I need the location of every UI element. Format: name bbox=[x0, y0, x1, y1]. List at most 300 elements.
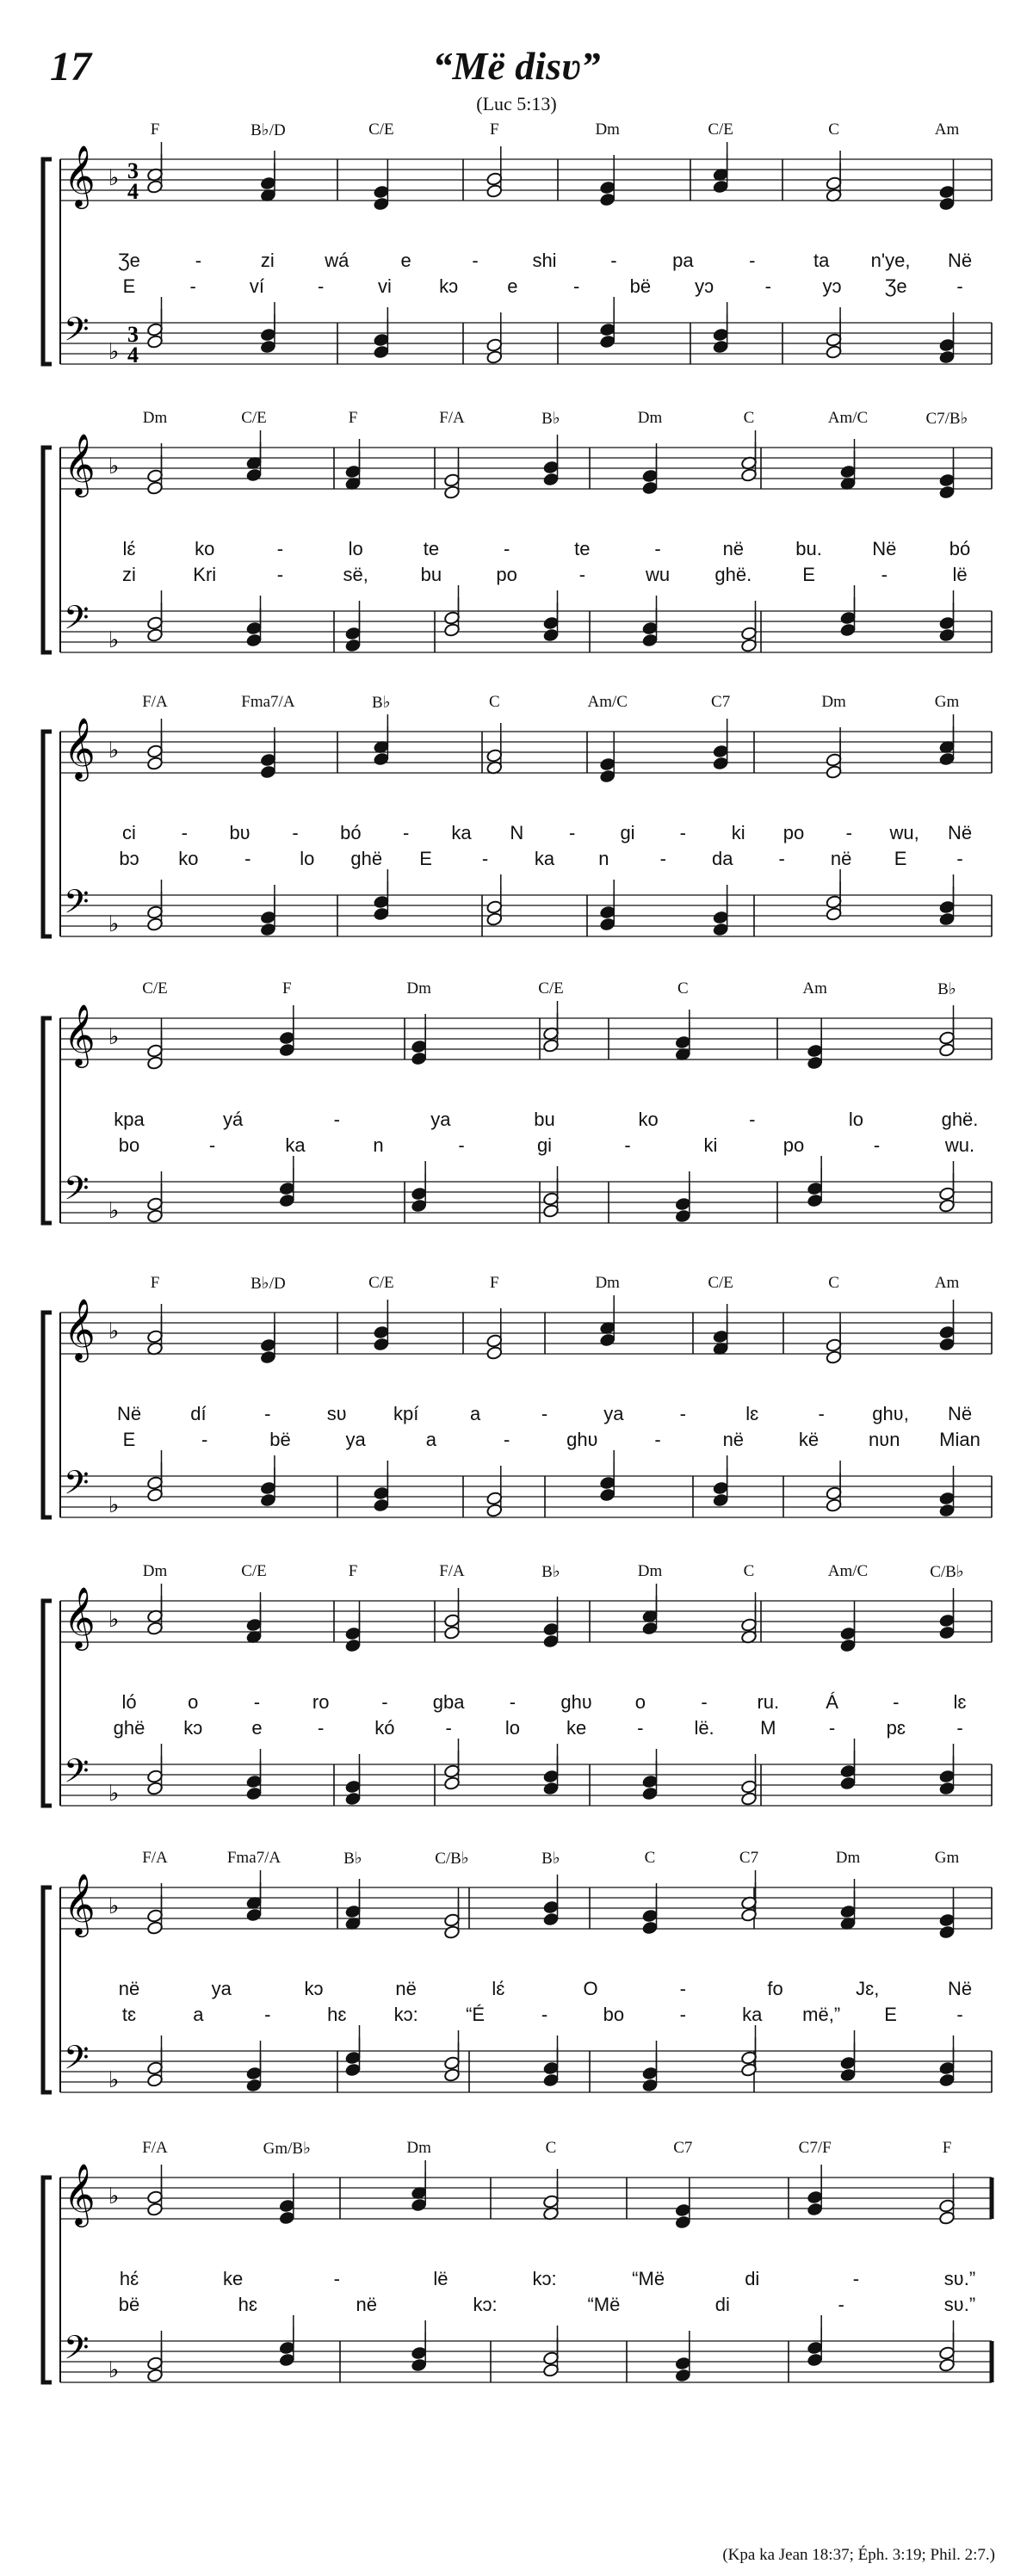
lyric-verse-2: - bbox=[189, 275, 196, 297]
treble-note bbox=[542, 2169, 559, 2208]
chord-symbol: B♭/D bbox=[251, 1275, 286, 1293]
treble-note bbox=[938, 714, 955, 754]
lyric-verse-1: sʋ.” bbox=[943, 2268, 976, 2289]
key-flat-icon: ♭ bbox=[108, 1607, 120, 1633]
treble-note bbox=[443, 1588, 460, 1628]
lyric-verse-2: - bbox=[201, 1429, 208, 1450]
lyric-verse-2: ghë bbox=[350, 848, 383, 869]
lyric-verse-1: O bbox=[583, 1978, 598, 1999]
treble-staff bbox=[60, 1313, 992, 1354]
lyric-verse-1: - bbox=[654, 538, 661, 559]
lyric-verse-1: ta bbox=[813, 250, 830, 271]
bass-note bbox=[826, 1461, 842, 1500]
lyric-verse-2: - bbox=[572, 275, 580, 297]
treble-staff bbox=[60, 1018, 992, 1059]
lyric-verse-2: - bbox=[828, 1717, 836, 1739]
treble-clef-icon: 𝄞 bbox=[64, 2162, 96, 2225]
treble-note bbox=[599, 155, 615, 195]
key-flat-icon: ♭ bbox=[108, 1492, 120, 1518]
treble-note bbox=[146, 719, 163, 758]
lyric-verse-1: lo bbox=[848, 1109, 863, 1130]
bass-note bbox=[807, 1156, 823, 1195]
bass-note bbox=[807, 2315, 823, 2355]
system-bracket bbox=[43, 159, 52, 364]
lyric-verse-2: ghë bbox=[113, 1717, 145, 1739]
bass-note bbox=[486, 874, 503, 914]
chord-symbol: C7/B♭ bbox=[925, 410, 968, 428]
key-flat-icon: ♭ bbox=[108, 2067, 120, 2093]
hymn-header bbox=[0, 0, 1033, 120]
lyric-verse-1: sʋ bbox=[326, 1403, 347, 1424]
lyric-verse-2: ghʋ bbox=[566, 1429, 598, 1450]
bass-note bbox=[740, 2025, 757, 2065]
chord-symbol: F/A bbox=[439, 1562, 465, 1580]
treble-note bbox=[807, 1018, 823, 1058]
bass-note bbox=[826, 307, 842, 347]
bass-note bbox=[344, 1754, 361, 1794]
lyric-verse-2: - bbox=[764, 275, 771, 297]
lyric-verse-1: kpa bbox=[114, 1109, 145, 1130]
lyric-verse-1: po bbox=[782, 822, 805, 843]
treble-note bbox=[542, 435, 559, 474]
system-bracket bbox=[43, 1018, 52, 1223]
key-flat-icon: ♭ bbox=[108, 1198, 120, 1224]
bass-note bbox=[443, 2030, 460, 2070]
key-flat-icon: ♭ bbox=[108, 911, 120, 937]
bass-note bbox=[279, 2315, 295, 2355]
bass-note bbox=[839, 2030, 856, 2070]
lyric-verse-1: Në bbox=[116, 1403, 142, 1424]
chord-symbol: Dm bbox=[595, 1274, 620, 1292]
lyric-verse-1: - bbox=[679, 822, 686, 843]
chord-symbol: C/B♭ bbox=[930, 1563, 964, 1581]
lyric-verse-1: wá bbox=[325, 250, 349, 271]
lyric-verse-2: kɔ: bbox=[473, 2294, 498, 2315]
time-signature-numerator: 3 bbox=[127, 158, 139, 183]
key-flat-icon: ♭ bbox=[108, 2357, 120, 2383]
treble-note bbox=[938, 1005, 955, 1045]
treble-note bbox=[839, 1879, 856, 1918]
treble-note bbox=[486, 146, 503, 186]
bass-note bbox=[373, 1461, 389, 1500]
lyric-verse-2: n bbox=[373, 1134, 384, 1156]
chord-symbol: C bbox=[644, 1849, 656, 1867]
chord-symbol: Dm bbox=[142, 409, 168, 427]
lyric-verse-1: yá bbox=[223, 1109, 244, 1130]
lyric-verse-2: lo bbox=[504, 1717, 520, 1739]
chord-symbol: C/E bbox=[368, 120, 394, 139]
chord-symbol: Am/C bbox=[827, 409, 869, 427]
lyric-verse-2: në bbox=[356, 2294, 377, 2315]
lyric-verse-1: pa bbox=[672, 250, 694, 271]
treble-note bbox=[839, 1601, 856, 1640]
bass-note bbox=[641, 596, 658, 635]
chord-symbol: C/E bbox=[538, 979, 564, 998]
lyric-verse-1: ghʋ, bbox=[872, 1403, 909, 1424]
lyric-verse-1: - bbox=[381, 1691, 388, 1713]
lyric-verse-2: - bbox=[244, 848, 251, 869]
chord-symbol: F/A bbox=[142, 693, 168, 711]
lyric-verse-2: - bbox=[276, 564, 284, 585]
treble-note bbox=[245, 430, 262, 470]
lyric-verse-2: së, bbox=[343, 564, 368, 585]
lyric-verse-2: bɔ bbox=[119, 848, 139, 869]
lyric-verse-1: “Më bbox=[632, 2268, 665, 2289]
treble-note bbox=[260, 727, 276, 767]
treble-note bbox=[938, 1300, 955, 1339]
lyric-verse-2: pɛ bbox=[886, 1717, 906, 1739]
music-system bbox=[0, 2139, 1033, 2517]
lyric-verse-2: e bbox=[251, 1717, 263, 1739]
lyric-verse-1: - bbox=[503, 538, 510, 559]
bass-note bbox=[260, 1455, 276, 1495]
lyric-verse-1: Në bbox=[947, 1403, 973, 1424]
bass-note bbox=[641, 2041, 658, 2080]
lyric-verse-1: kɔ bbox=[304, 1978, 324, 1999]
bass-note bbox=[938, 2320, 955, 2360]
treble-note bbox=[443, 448, 460, 487]
lyric-verse-1: ki bbox=[731, 822, 745, 843]
chord-symbol: F/A bbox=[142, 2139, 168, 2157]
treble-note bbox=[826, 727, 842, 767]
footer-references: (Kpa ka Jean 18:37; Éph. 3:19; Phil. 2:7.) bbox=[722, 2546, 995, 2564]
chord-symbol: C7 bbox=[711, 693, 731, 711]
treble-note bbox=[260, 1313, 276, 1352]
bass-note bbox=[938, 2035, 955, 2075]
treble-note bbox=[713, 719, 729, 758]
bass-staff bbox=[60, 323, 992, 364]
lyric-verse-2: - bbox=[956, 2004, 963, 2025]
lyric-verse-2: bo bbox=[603, 2004, 625, 2025]
chord-symbol: C7 bbox=[739, 1849, 759, 1867]
treble-clef-icon: 𝄞 bbox=[64, 1297, 96, 1360]
lyric-verse-2: M bbox=[760, 1717, 776, 1739]
lyric-verse-2: në bbox=[722, 1429, 745, 1450]
treble-note bbox=[713, 1304, 729, 1344]
system-bracket bbox=[43, 732, 52, 936]
lyric-verse-2: - bbox=[654, 1429, 661, 1450]
lyric-verse-2: po bbox=[496, 564, 517, 585]
lyric-verse-2: ko bbox=[178, 848, 199, 869]
chord-symbol: Dm bbox=[637, 1562, 663, 1580]
lyric-verse-2: ka bbox=[534, 848, 555, 869]
treble-clef-icon: 𝄞 bbox=[64, 716, 96, 779]
bass-note bbox=[542, 1166, 559, 1206]
lyric-verse-1: lɛ bbox=[745, 1403, 759, 1424]
lyric-verse-2: bo bbox=[118, 1134, 140, 1156]
chord-symbol: C/E bbox=[708, 1274, 733, 1292]
bass-note bbox=[713, 885, 729, 924]
key-flat-icon: ♭ bbox=[108, 738, 120, 763]
bass-note bbox=[938, 312, 955, 352]
treble-note bbox=[245, 1870, 262, 1910]
bass-note bbox=[839, 585, 856, 625]
treble-note bbox=[826, 151, 842, 190]
lyric-verse-2: - bbox=[624, 1134, 631, 1156]
lyric-verse-2: - bbox=[458, 1134, 465, 1156]
lyric-verse-2: - bbox=[318, 275, 325, 297]
bass-note bbox=[373, 307, 389, 347]
treble-note bbox=[443, 1887, 460, 1927]
lyric-verse-1: N bbox=[510, 822, 524, 843]
lyric-verse-2: E bbox=[894, 848, 907, 869]
treble-note bbox=[713, 142, 729, 182]
chord-symbol: Gm bbox=[934, 693, 960, 711]
treble-note bbox=[146, 1883, 163, 1923]
bass-note bbox=[599, 1450, 615, 1490]
lyric-verse-1: bó bbox=[949, 538, 971, 559]
treble-note bbox=[542, 1001, 559, 1041]
lyric-verse-1: ko bbox=[638, 1109, 659, 1130]
treble-note bbox=[807, 2165, 823, 2204]
lyric-verse-2: - bbox=[541, 2004, 548, 2025]
key-flat-icon: ♭ bbox=[108, 165, 120, 191]
lyric-verse-2: E bbox=[122, 1429, 136, 1450]
system-bracket bbox=[43, 448, 52, 652]
key-flat-icon: ♭ bbox=[108, 1893, 120, 1919]
lyric-verse-1: kɔ: bbox=[532, 2268, 557, 2289]
chord-symbol: C7/F bbox=[798, 2139, 832, 2157]
lyric-verse-1: - bbox=[472, 250, 479, 271]
chord-symbol: Dm bbox=[142, 1562, 168, 1580]
lyric-verse-2: ví bbox=[249, 275, 265, 297]
lyric-verse-2: bë bbox=[118, 2294, 140, 2315]
lyric-verse-1: lë bbox=[433, 2268, 448, 2289]
bass-note bbox=[146, 297, 163, 337]
staff-system-graphic bbox=[0, 2139, 1033, 2517]
chord-symbol: C bbox=[545, 2139, 557, 2157]
chord-symbol: Gm/B♭ bbox=[263, 2140, 312, 2158]
lyric-verse-1: Në bbox=[947, 822, 973, 843]
key-flat-icon: ♭ bbox=[108, 1024, 120, 1050]
chord-symbol: C bbox=[828, 120, 839, 139]
treble-note bbox=[373, 159, 389, 199]
treble-note bbox=[260, 151, 276, 190]
key-flat-icon: ♭ bbox=[108, 1781, 120, 1807]
lyric-verse-2: - bbox=[445, 1717, 452, 1739]
lyric-verse-1: lɛ bbox=[953, 1691, 967, 1713]
bass-note bbox=[938, 590, 955, 630]
lyric-verse-1: wu, bbox=[889, 822, 919, 843]
treble-staff bbox=[60, 2178, 992, 2219]
chord-symbol: C bbox=[677, 979, 689, 998]
bass-clef-icon: 𝄢 bbox=[64, 2328, 90, 2375]
chord-symbol: Am bbox=[802, 979, 827, 998]
chord-symbol: C/E bbox=[241, 409, 267, 427]
lyric-verse-2: kɔ bbox=[439, 275, 459, 297]
lyric-verse-1: shi bbox=[532, 250, 557, 271]
lyric-verse-1: ka bbox=[451, 822, 472, 843]
lyric-verse-2: vi bbox=[377, 275, 392, 297]
chord-symbol: F bbox=[489, 120, 499, 139]
lyric-verse-1: lɛ́ bbox=[492, 1978, 505, 1999]
bass-note bbox=[486, 1466, 503, 1505]
chord-symbol: Dm bbox=[637, 409, 663, 427]
treble-note bbox=[938, 1588, 955, 1628]
lyric-verse-1: o bbox=[188, 1691, 199, 1713]
treble-note bbox=[839, 439, 856, 479]
treble-note bbox=[344, 439, 361, 479]
lyric-verse-2: - bbox=[778, 848, 785, 869]
lyric-verse-2: - bbox=[956, 275, 963, 297]
lyric-verse-1: Në bbox=[872, 538, 897, 559]
bass-note bbox=[826, 869, 842, 909]
treble-note bbox=[938, 448, 955, 487]
key-flat-icon: ♭ bbox=[108, 454, 120, 479]
lyric-verse-2: - bbox=[208, 1134, 216, 1156]
lyric-verse-1: - bbox=[264, 1403, 271, 1424]
lyric-verse-2: kɔ: bbox=[393, 2004, 418, 2025]
lyric-verse-2: e bbox=[507, 275, 518, 297]
lyric-verse-1: - bbox=[333, 2268, 340, 2289]
bass-note bbox=[146, 1450, 163, 1490]
lyric-verse-1: ke bbox=[223, 2268, 244, 2289]
lyric-verse-2: ghë. bbox=[714, 564, 752, 585]
lyric-verse-2: E bbox=[802, 564, 815, 585]
treble-note bbox=[486, 1308, 503, 1348]
lyric-verse-1: e bbox=[400, 250, 411, 271]
lyric-verse-1: në bbox=[722, 538, 745, 559]
chord-symbol: F/A bbox=[439, 409, 465, 427]
key-flat-icon: ♭ bbox=[108, 1319, 120, 1344]
bass-note bbox=[740, 601, 757, 640]
lyric-verse-2: bë bbox=[629, 275, 652, 297]
chord-symbol: Dm bbox=[406, 979, 431, 998]
treble-note bbox=[373, 1300, 389, 1339]
lyric-verse-2: yɔ bbox=[822, 275, 842, 297]
chord-symbol: Fma7/A bbox=[226, 1849, 281, 1867]
chord-symbol: Dm bbox=[595, 120, 620, 139]
bass-clef-icon: 𝄢 bbox=[64, 310, 90, 356]
lyric-verse-1: Ʒe bbox=[118, 250, 140, 271]
bass-note bbox=[486, 312, 503, 352]
lyric-verse-1: Jɛ, bbox=[856, 1978, 880, 1999]
lyric-verse-2: - bbox=[873, 1134, 881, 1156]
key-flat-icon: ♭ bbox=[108, 339, 120, 365]
lyric-verse-2: në bbox=[830, 848, 852, 869]
chord-symbol: C bbox=[743, 1562, 755, 1580]
bass-note bbox=[411, 1161, 427, 1201]
lyric-verse-1: - bbox=[610, 250, 617, 271]
scripture-reference: (Luc 5:13) bbox=[476, 93, 557, 114]
chord-symbol: B♭ bbox=[343, 1850, 362, 1868]
treble-note bbox=[599, 1295, 615, 1335]
lyric-verse-2: gi bbox=[536, 1134, 553, 1156]
lyric-verse-1: lo bbox=[348, 538, 363, 559]
lyric-verse-1: ci bbox=[122, 822, 136, 843]
lyric-verse-2: më,” bbox=[802, 2004, 841, 2025]
chord-symbol: Gm bbox=[934, 1849, 960, 1867]
lyric-verse-1: bu. bbox=[795, 538, 822, 559]
bass-note bbox=[443, 1739, 460, 1778]
lyric-verse-2: - bbox=[578, 564, 586, 585]
treble-note bbox=[675, 2178, 691, 2217]
lyric-verse-2: E bbox=[884, 2004, 897, 2025]
lyric-verse-2: - bbox=[881, 564, 888, 585]
bass-note bbox=[411, 2320, 427, 2360]
treble-note bbox=[599, 732, 615, 771]
lyric-verse-2: bu bbox=[420, 564, 442, 585]
chord-symbol: C/E bbox=[142, 979, 168, 998]
treble-note bbox=[542, 1597, 559, 1636]
treble-note bbox=[146, 142, 163, 182]
bass-note bbox=[245, 596, 262, 635]
treble-note bbox=[146, 1304, 163, 1344]
lyric-verse-1: - bbox=[195, 250, 202, 271]
chord-symbol: F bbox=[348, 1562, 358, 1580]
lyric-verse-1: bʋ bbox=[229, 822, 251, 843]
chord-symbol: B♭ bbox=[541, 1850, 560, 1868]
treble-note bbox=[344, 1879, 361, 1918]
treble-note bbox=[279, 2173, 295, 2213]
lyric-verse-2: tɛ bbox=[121, 2004, 137, 2025]
lyric-verse-1: ghʋ bbox=[560, 1691, 592, 1713]
lyric-verse-1: Á bbox=[826, 1691, 838, 1713]
chord-symbol: B♭ bbox=[937, 980, 956, 998]
lyric-verse-1: ro bbox=[312, 1691, 330, 1713]
bass-clef-icon: 𝄢 bbox=[64, 1463, 90, 1510]
treble-note bbox=[411, 2160, 427, 2200]
bass-note bbox=[938, 1161, 955, 1201]
lyric-verse-1: ló bbox=[121, 1691, 137, 1713]
chord-symbol: Am/C bbox=[587, 693, 628, 711]
lyric-verse-1: - bbox=[253, 1691, 261, 1713]
chord-symbol: Am bbox=[934, 1274, 960, 1292]
lyric-verse-2: sʋ.” bbox=[943, 2294, 976, 2315]
lyric-verse-1: në bbox=[118, 1978, 140, 1999]
chord-symbol: Dm bbox=[821, 693, 846, 711]
lyric-verse-2: - bbox=[838, 2294, 844, 2315]
lyric-verse-1: kpí bbox=[393, 1403, 419, 1424]
lyric-verse-2: a bbox=[193, 2004, 204, 2025]
treble-note bbox=[279, 1005, 295, 1045]
lyric-verse-2: zi bbox=[122, 564, 136, 585]
treble-note bbox=[146, 2165, 163, 2204]
lyric-verse-1: - bbox=[749, 250, 756, 271]
lyric-verse-2: nʋn bbox=[869, 1429, 900, 1450]
chord-symbol: B♭/D bbox=[251, 121, 286, 139]
chord-symbol: Dm bbox=[835, 1849, 861, 1867]
treble-note bbox=[146, 443, 163, 483]
treble-staff bbox=[60, 732, 992, 773]
lyric-verse-1: ya bbox=[211, 1978, 232, 1999]
time-signature-numerator: 3 bbox=[127, 322, 139, 347]
lyric-verse-2: - bbox=[318, 1717, 325, 1739]
lyric-verse-1: ko bbox=[195, 538, 215, 559]
bass-note bbox=[542, 1744, 559, 1783]
lyric-verse-1: bó bbox=[340, 822, 362, 843]
bass-clef-icon: 𝄢 bbox=[64, 598, 90, 645]
bass-clef-icon: 𝄢 bbox=[64, 882, 90, 929]
lyric-verse-2: “Më bbox=[587, 2294, 621, 2315]
treble-note bbox=[641, 1883, 658, 1923]
lyric-verse-2: ke bbox=[566, 1717, 587, 1739]
treble-note bbox=[146, 1584, 163, 1623]
lyric-verse-1: - bbox=[333, 1109, 340, 1130]
lyric-verse-2: ya bbox=[345, 1429, 366, 1450]
lyric-verse-1: - bbox=[181, 822, 188, 843]
bass-note bbox=[938, 874, 955, 914]
time-signature-denominator: 4 bbox=[127, 343, 139, 368]
treble-note bbox=[373, 714, 389, 754]
bass-note bbox=[740, 1754, 757, 1794]
lyric-verse-1: - bbox=[749, 1109, 756, 1130]
chord-symbol: F bbox=[942, 2139, 952, 2157]
bass-note bbox=[599, 880, 615, 919]
lyric-verse-1: te bbox=[574, 538, 591, 559]
lyric-verse-1: në bbox=[395, 1978, 417, 1999]
lyric-verse-1: Në bbox=[947, 1978, 973, 1999]
